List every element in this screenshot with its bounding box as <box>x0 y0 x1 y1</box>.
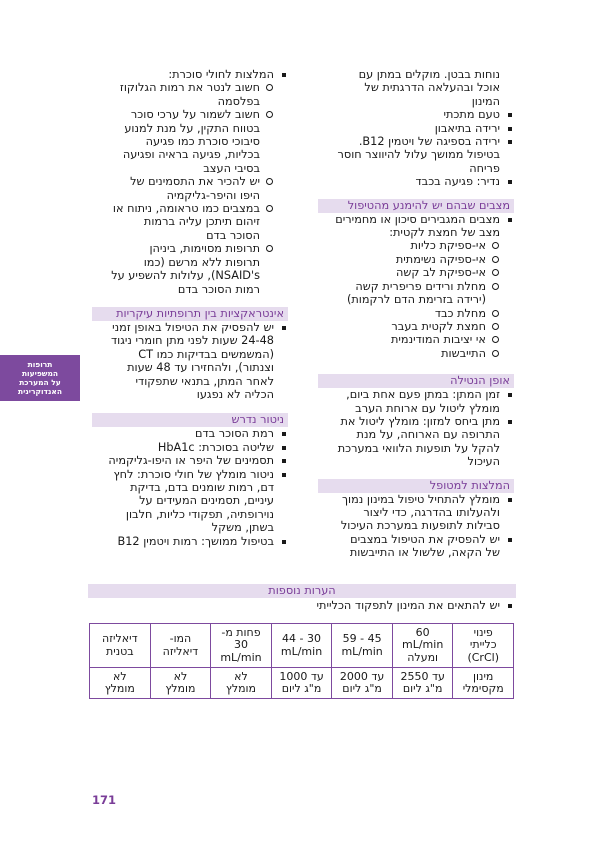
text-line: זמן המתן: במתן פעם אחת ביום, <box>346 388 500 402</box>
cell-line: עד 2550 <box>400 669 445 683</box>
cell-line: מ"ג ליום <box>281 682 322 695</box>
patient-recommendations-header: המלצות למטופל <box>318 479 514 493</box>
cell-line: 30 - 44 <box>282 632 322 645</box>
text-line: חשוב לשמור על ערכי סוכר <box>130 108 260 122</box>
side-tab-line: תרופות <box>27 360 53 369</box>
text-line: טעם מתכתי <box>443 108 500 122</box>
chapter-side-tab <box>0 355 80 401</box>
list-item <box>92 441 288 454</box>
cell-line: mL/min <box>341 644 383 658</box>
text-line: אי יציבות המודינמית <box>390 333 486 347</box>
list-item <box>318 333 514 346</box>
extra-notes-item <box>92 599 514 612</box>
cell-line: mL/min <box>402 638 444 652</box>
text-line: (ירידה בזרימת הדם לרקמות) <box>346 293 486 307</box>
list-item <box>92 202 288 242</box>
table-cell <box>90 668 151 699</box>
list-item <box>318 266 514 279</box>
text-line: סבילות לתופעות במערכת העיכול <box>340 519 500 533</box>
cell-line: כלייתי <box>469 638 497 652</box>
text-line: בפלסמה <box>217 94 260 108</box>
text-line: נדיר: פגיעה בכבד <box>415 175 500 189</box>
patient-recommendations-list <box>318 493 514 560</box>
cell-line: המו- <box>169 632 192 645</box>
list-item: יש להתאים את המינון לתפקוד הכלייתי <box>92 599 514 612</box>
table-header-cell <box>211 624 272 668</box>
b12-note <box>318 148 514 175</box>
list-item <box>318 135 514 148</box>
text-line: בכליות, פגיעה בראיה ופגיעה <box>122 148 260 162</box>
table-cell <box>271 668 332 699</box>
cell-line: מקסימלי <box>462 682 504 695</box>
cell-line: מ"ג ליום <box>342 682 382 695</box>
text-line: (המשמשים בבדיקות כמו CT <box>138 347 274 361</box>
list-item <box>318 347 514 360</box>
side-effects-list <box>318 108 514 188</box>
cell-line: מ"ג ליום <box>402 682 443 695</box>
administration-section-header: אופן הנטילה <box>318 374 514 388</box>
text-line: חמצת לקטית בעבר <box>391 319 486 333</box>
list-item <box>92 321 288 401</box>
renal-dose-table <box>89 623 514 699</box>
list-item <box>318 415 514 469</box>
list-item <box>318 320 514 333</box>
cell-line: פחות מ- <box>221 625 261 639</box>
table-cell <box>332 668 393 699</box>
text-line: רמת הסוכר בדם <box>195 427 274 441</box>
text-line: מומלץ להתחיל טיפול במינון נמוך <box>341 492 500 506</box>
cell-line: mL/min <box>280 644 323 658</box>
text-line: אי-ספיקת לב קשה <box>395 266 486 280</box>
text-line: נוחות בבטן. מוקלים במתן עם <box>358 68 500 81</box>
extra-notes-header: הערות נוספות <box>88 584 516 598</box>
cell-line: ומעלה <box>407 650 439 664</box>
text-line: רמות הסוכר בדם <box>177 282 260 296</box>
table-header-cell <box>150 624 211 668</box>
text-line: סיבוכי סוכרת כמו פגיעה <box>145 135 260 149</box>
text-line: תרופות ללא מרשם (כמו <box>143 255 260 269</box>
text-line: של הקאה, שלשול או התייבשות <box>349 546 500 560</box>
text-line: מתן ביחס למזון: מומלץ ליטול את <box>340 414 500 428</box>
side-tab-line: על המערכת <box>19 378 61 387</box>
text-line: מחלת כבד <box>434 306 486 320</box>
cell-line: mL/min <box>220 650 262 664</box>
text-line: המינון <box>471 94 500 108</box>
cell-line: 30 <box>233 638 248 652</box>
text-line: מצב של חמצת לקטית: <box>389 226 500 240</box>
text-line: מצבים המגבירים סיכון או מחמירים <box>335 212 500 226</box>
cell-line: לא <box>234 669 248 683</box>
list-item <box>318 493 514 533</box>
cell-line: פינוי <box>473 625 493 639</box>
text-line: פריחה <box>469 161 500 175</box>
cell-line: מומלץ <box>225 682 257 695</box>
table-header-cell <box>271 624 332 668</box>
monitoring-list <box>92 427 288 548</box>
administration-list <box>318 388 514 468</box>
table-cell <box>392 668 453 699</box>
page-number: 171 <box>92 793 117 807</box>
table-header-cell <box>392 624 453 668</box>
text-line: עיניים, תסמינים המעידים על <box>139 494 274 508</box>
text-line: היפו והיפר-גליקמיה <box>166 188 260 202</box>
list-item <box>318 533 514 560</box>
text-line: להקל על תופעות הלוואי במערכת <box>337 441 500 455</box>
cell-line: עד 1000 <box>279 669 324 683</box>
text-line: ולהעלותו בהדרגה, כדי ליצור <box>363 505 500 519</box>
text-line: מומלץ ליטול עם ארוחת הערב <box>355 401 500 415</box>
cell-line: 45 - 59 <box>342 632 382 645</box>
side-effects-intro <box>318 68 514 108</box>
text-line: התרופה עם הארוחה, על מנת <box>356 428 500 442</box>
left-column <box>92 68 288 548</box>
text-line: בשתן, משקל <box>211 521 274 535</box>
table-header-cell <box>332 624 393 668</box>
text-line: מחלת ורידים פריפרית קשה <box>355 279 486 293</box>
monitoring-section-header: ניטור נדרש <box>92 413 288 427</box>
text-line: בטיפול ממושך: רמות ויטמין B12 <box>117 534 274 548</box>
text-line: התייבשות <box>441 346 486 360</box>
table-header-cell <box>90 624 151 668</box>
cell-line: מומלץ <box>104 682 135 695</box>
list-item <box>318 388 514 415</box>
list-item <box>92 175 288 202</box>
cell-line: (CrCl) <box>467 650 499 664</box>
text-line: בסיבי העצב <box>203 161 260 175</box>
text-line: וצנתור), ולהחזירו עד 48 שעות <box>127 361 274 375</box>
text-line: הסוכר בדם <box>206 228 260 242</box>
side-tab-line: המשפיעות <box>21 369 59 378</box>
text-line: יש להכיר את התסמינים של <box>130 175 260 189</box>
list-item <box>318 239 514 252</box>
text-line: תרופות מסוימות, ביניהן <box>149 242 260 256</box>
interactions-list <box>92 321 288 401</box>
text-line: במצבים כמו טראומה, ניתוח או <box>112 202 260 216</box>
list-item <box>318 122 514 135</box>
text-line: המלצות לחולי סוכרת: <box>168 68 274 81</box>
list-item <box>318 108 514 121</box>
text-line: אוכל ובהעלאה הדרגתית של <box>364 81 500 95</box>
list-item <box>92 454 288 467</box>
avoid-section-header: מצבים שבהם יש להימנע מהטיפול <box>318 199 514 213</box>
cell-line: בטנית <box>106 644 134 658</box>
text-line: בטיפול ממושך עלול להיווצר חוסר <box>337 148 500 162</box>
text-line: אי-ספיקת כליות <box>410 239 486 253</box>
text-line: שליטה בסוכרת: HbA1c <box>157 440 274 454</box>
text-line: נוירופתיה, תפקודי כליות, חלבון <box>125 507 274 521</box>
list-item <box>92 81 288 108</box>
list-item <box>92 427 288 440</box>
text-line: זיהום תיתכן עליה ברמות <box>143 215 260 229</box>
cell-line: דיאליזה <box>162 644 199 658</box>
cell-line: 60 <box>415 625 430 639</box>
table-row <box>90 668 514 699</box>
list-item <box>318 175 514 188</box>
text-line: חשוב לנטר את רמות הגלוקוז <box>119 81 260 95</box>
list-item <box>318 253 514 266</box>
cell-line: מינון <box>473 669 494 683</box>
list-item <box>92 468 288 535</box>
cell-line: לא <box>173 669 188 683</box>
interactions-section-header: אינטראקציות בין תרופתיות עיקריות <box>92 307 288 321</box>
cell-line: עד 2000 <box>339 669 385 683</box>
text-line: יש להפסיק את הטיפול באופן זמני <box>112 320 274 334</box>
right-column <box>318 68 514 560</box>
cell-line: מומלץ <box>165 682 196 695</box>
list-item <box>92 108 288 175</box>
text-line: ירידה בספיגה של ויטמין B12. <box>358 135 500 149</box>
list-item <box>318 307 514 320</box>
list-item <box>92 242 288 296</box>
cell-line: דיאליזה <box>102 632 138 645</box>
table-cell <box>453 668 514 699</box>
text-line: ירידה בתיאבון <box>434 121 500 135</box>
table-cell <box>211 668 272 699</box>
diabetic-lead <box>92 68 288 81</box>
text-line: NSAID's), עלולות להשפיע על <box>111 269 260 283</box>
text-line: ניטור מומלץ של חולי סוכרת: לחץ <box>113 467 274 481</box>
text-line: לאחר המתן, בתנאי שתפקודי <box>135 374 274 388</box>
text-line: דם, רמות שומנים בדם, בדיקת <box>130 480 274 494</box>
text-line: הכליה לא נפגעו <box>196 387 274 401</box>
table-header-row <box>90 624 514 668</box>
text-line: 24-48 שעות לפני מתן חומרי ניגוד <box>110 334 274 348</box>
list-item <box>318 280 514 307</box>
text-line: העיכול <box>467 455 500 469</box>
side-tab-line: האנדוקרינית <box>18 387 62 396</box>
avoid-list <box>318 213 514 360</box>
diabetic-recommendations-list <box>92 68 288 296</box>
text-line: יש להפסיק את הטיפול במצבים <box>350 532 500 546</box>
text-line: אי-ספיקה נשימתית <box>395 252 486 266</box>
list-item <box>92 535 288 548</box>
avoid-lead <box>318 213 514 240</box>
table-cell <box>150 668 211 699</box>
text-line: תסמינים של היפר או היפו-גליקמיה <box>108 454 274 468</box>
cell-line: לא <box>113 669 127 683</box>
text-line: בטווח התקין, על מנת למנוע <box>124 121 260 135</box>
table-header-cell <box>453 624 514 668</box>
